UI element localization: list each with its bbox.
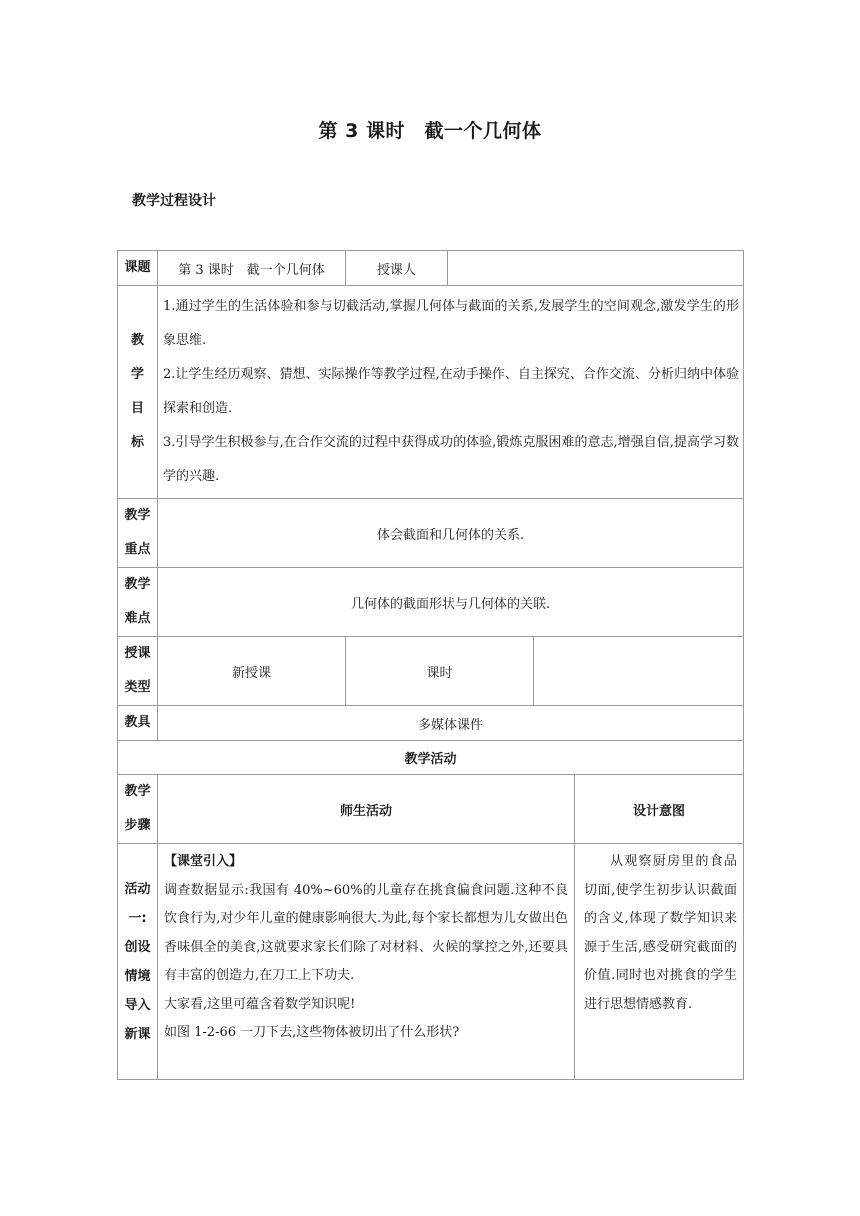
key-point-row [118, 499, 744, 568]
steps-header-row [118, 775, 744, 844]
lesson-type-value: 新授课 [158, 637, 346, 706]
topic-row [118, 251, 744, 286]
activity-1-label: 活动 一: 创设 情境 导入 新课 [118, 844, 158, 1080]
tools-label: 教具 [118, 706, 158, 741]
difficulty-row [118, 568, 744, 637]
activity-1-intent: 从观察厨房里的食品切面,使学生初步认识截面的含义,体现了数学知识来源于生活,感受研究截面的价值.同时也对挑食的学生进行思想情感教育. [575, 844, 744, 1080]
teacher-value [448, 251, 744, 286]
hours-value [534, 637, 744, 706]
page-title: 第 3 课时 截一个几何体 [318, 120, 542, 142]
objectives-label: 教 学 目 标 [118, 286, 158, 499]
objective-item: 2.让学生经历观察、猜想、实际操作等教学过程,在动手操作、自主探究、合作交流、分析归纳中体验探索和创造. [163, 367, 740, 416]
activity-1-paragraph: 如图 1-2-66 一刀下去,这些物体被切出了什么形状? [164, 1025, 460, 1040]
objectives-row [118, 286, 744, 499]
hours-label: 课时 [346, 637, 534, 706]
activity-1-heading: 【课堂引入】 [164, 854, 243, 869]
activity-1-row [118, 844, 744, 1080]
difficulty-label: 教学 难点 [118, 568, 158, 637]
lesson-type-row [118, 637, 744, 706]
topic-label: 课题 [118, 251, 158, 286]
activities-header-row [118, 741, 744, 775]
tools-value: 多媒体课件 [158, 706, 744, 741]
topic-value: 第 3 课时 截一个几何体 [158, 251, 346, 286]
design-intent-header: 设计意图 [575, 775, 744, 844]
teacher-student-activity-header: 师生活动 [158, 775, 575, 844]
objective-item: 1.通过学生的生活体验和参与切截活动,掌握几何体与截面的关系,发展学生的空间观念,激发学生的形象思维. [163, 299, 740, 348]
lesson-plan-table [117, 250, 744, 1080]
difficulty-value: 几何体的截面形状与几何体的关联. [158, 568, 744, 637]
objective-item: 3.引导学生积极参与,在合作交流的过程中获得成功的体验,锻炼克服困难的意志,增强自信,提高学习数学的兴趣. [163, 435, 740, 484]
tools-row [118, 706, 744, 741]
objectives-content [158, 286, 744, 499]
activity-1-content [158, 844, 575, 1080]
activity-1-paragraph: 调查数据显示:我国有 40%~60%的儿童存在挑食偏食问题.这种不良饮食行为,对少年儿童的健康影响很大.为此,每个家长都想为儿女做出色香味俱全的美食,这就要求家长们除了对材料、火候的掌控之外,还要具有丰富的创造力,在刀工上下功夫. [164, 882, 569, 983]
section-heading: 教学过程设计 [132, 193, 216, 209]
key-point-value: 体会截面和几何体的关系. [158, 499, 744, 568]
lesson-type-label: 授课 类型 [118, 637, 158, 706]
steps-label: 教学 步骤 [118, 775, 158, 844]
activities-header: 教学活动 [118, 741, 744, 775]
activity-1-paragraph: 大家看,这里可蕴含着数学知识呢! [164, 996, 356, 1012]
teacher-label: 授课人 [346, 251, 448, 286]
key-point-label: 教学 重点 [118, 499, 158, 568]
